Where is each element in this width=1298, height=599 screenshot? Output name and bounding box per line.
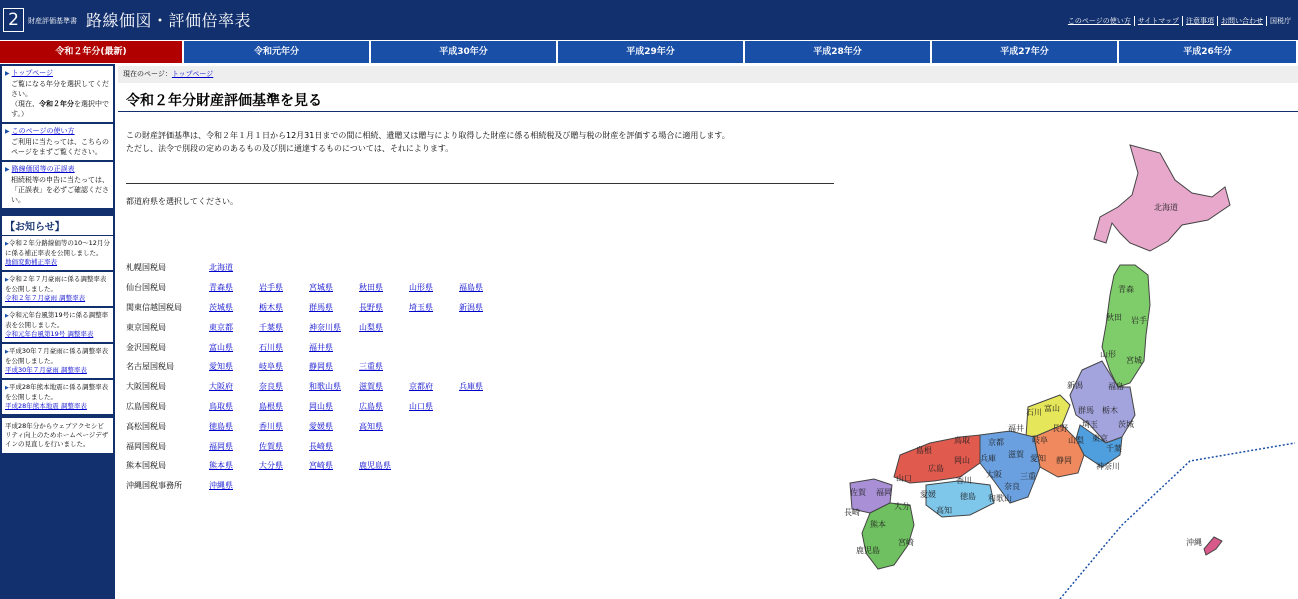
bureau-name: 名古屋国税局 [126, 362, 174, 372]
map-label-chiba[interactable]: 千葉 [1106, 444, 1122, 453]
prefecture-link[interactable]: 三重県 [359, 362, 383, 372]
header-link-nta[interactable]: 国税庁 [1270, 17, 1291, 25]
news-text: 平成28年熊本地震に係る調整率表を公開しました。 [5, 383, 109, 401]
bureau-row [126, 357, 509, 377]
map-region-hokkaido[interactable] [1094, 145, 1230, 251]
news-link[interactable]: 地価変動補正率表 [5, 258, 57, 266]
prefecture-link[interactable]: 新潟県 [459, 302, 483, 312]
map-label-fukushima[interactable]: 福島 [1108, 382, 1124, 391]
prefecture-link[interactable]: 兵庫県 [459, 382, 483, 392]
site-header [0, 0, 1298, 40]
bureau-row [126, 476, 509, 496]
bureau-row [126, 298, 509, 318]
bureau-row [126, 456, 509, 476]
triangle-icon: ▶ [5, 313, 9, 319]
triangle-icon: ▶ [5, 277, 9, 283]
prefecture-link[interactable]: 宮崎県 [309, 461, 333, 471]
prefecture-link[interactable]: 鳥取県 [209, 401, 233, 411]
sidebar-errata-box [2, 162, 113, 208]
news-text: 令和２年分路線価等の10～12月分に係る補正率表を公開しました。 [5, 239, 110, 257]
map-label-hokkaido[interactable]: 北海道 [1154, 203, 1178, 212]
prefecture-link[interactable]: 熊本県 [209, 461, 233, 471]
prefecture-link[interactable]: 千葉県 [259, 322, 283, 332]
breadcrumb-link-top[interactable]: トップページ [171, 70, 214, 78]
bureau-name: 熊本国税局 [126, 461, 166, 471]
prefecture-link[interactable]: 茨城県 [209, 302, 233, 312]
news-item [2, 308, 113, 344]
triangle-icon: ▶ [5, 70, 10, 77]
breadcrumb [118, 66, 1298, 83]
prefecture-link[interactable]: 静岡県 [309, 362, 333, 372]
prefecture-link[interactable]: 宮城県 [309, 283, 333, 293]
sidebar-howto-text: ご利用に当たっては、こちらのページをまずご覧ください。 [11, 138, 109, 156]
prefecture-link[interactable]: 鹿児島県 [359, 461, 391, 471]
map-label-shizuoka[interactable]: 静岡 [1056, 456, 1072, 465]
map-label-yamagata[interactable]: 山形 [1100, 350, 1116, 359]
breadcrumb-label: 現在のページ： [123, 70, 172, 78]
prefecture-link[interactable]: 奈良県 [259, 382, 283, 392]
sidebar [0, 64, 115, 599]
intro-text [126, 129, 836, 155]
map-label-nagano[interactable]: 長野 [1052, 424, 1068, 433]
bureau-name: 福岡国税局 [126, 441, 166, 451]
map-label-oita[interactable]: 大分 [894, 502, 910, 511]
sidebar-link-errata[interactable]: 路線価図等の正誤表 [11, 165, 75, 173]
news-link[interactable]: 平成28年熊本地震 調整率表 [5, 402, 87, 410]
tab-heisei28[interactable]: 平成28年分 [745, 41, 930, 63]
prefecture-link[interactable]: 長崎県 [309, 441, 333, 451]
news-text: 令和２年７月豪雨に係る調整率表を公開しました。 [5, 275, 107, 293]
sidebar-top-box [2, 66, 113, 122]
prefecture-link[interactable]: 福島県 [459, 283, 483, 293]
header-link-sitemap[interactable]: サイトマップ [1135, 16, 1183, 26]
bureau-row [126, 397, 509, 417]
bureau-name: 仙台国税局 [126, 283, 166, 293]
prefecture-link[interactable]: 佐賀県 [259, 441, 283, 451]
map-label-wakayama[interactable]: 和歌山 [988, 494, 1012, 503]
news-heading: 【お知らせ】 [2, 216, 113, 236]
map-label-yamaguchi[interactable]: 山口 [896, 474, 912, 483]
tab-reiwa1[interactable]: 令和元年分 [184, 41, 369, 63]
sidebar-footer-note: 平成28年分からウェブアクセシビリティ向上のためホームページデザインの見直しを行いました。 [2, 418, 113, 455]
prefecture-link[interactable]: 青森県 [209, 283, 233, 293]
prefecture-link[interactable]: 秋田県 [359, 283, 383, 293]
prefecture-link[interactable]: 栃木県 [259, 302, 283, 312]
bureau-row [126, 377, 509, 397]
map-label-okayama[interactable]: 岡山 [954, 456, 970, 465]
prefecture-link[interactable]: 滋賀県 [359, 382, 383, 392]
map-label-miyazaki[interactable]: 宮崎 [898, 538, 914, 547]
header-link-howto[interactable]: このページの使い方 [1065, 16, 1135, 26]
map-label-kumamoto[interactable]: 熊本 [870, 520, 886, 529]
news-item [2, 344, 113, 380]
sidebar-errata-text: 相続税等の申告に当たっては、「正誤表」を必ずご確認ください。 [11, 176, 109, 204]
news-item [2, 236, 113, 272]
map-label-hyogo[interactable]: 兵庫 [980, 454, 996, 463]
map-label-saitama[interactable]: 埼玉 [1082, 420, 1098, 429]
map-label-shimane[interactable]: 島根 [916, 446, 932, 455]
prefecture-link[interactable]: 長野県 [359, 302, 383, 312]
map-label-akita[interactable]: 秋田 [1106, 313, 1122, 322]
prefecture-link[interactable]: 福井県 [309, 342, 333, 352]
map-labels [844, 202, 1202, 555]
map-label-aomori[interactable]: 青森 [1118, 285, 1134, 294]
sidebar-link-top[interactable]: トップページ [11, 69, 53, 77]
map-region-tohoku[interactable] [1102, 265, 1150, 387]
map-label-niigata[interactable]: 新潟 [1067, 381, 1083, 390]
header-link-notes[interactable]: 注意事項 [1183, 16, 1218, 26]
prefecture-link[interactable]: 北海道 [209, 263, 233, 273]
map-label-iwate[interactable]: 岩手 [1131, 316, 1147, 325]
map-label-ibaraki[interactable]: 茨城 [1118, 420, 1134, 429]
map-label-mie[interactable]: 三重 [1020, 472, 1036, 481]
bureau-row [126, 258, 509, 278]
map-label-aichi[interactable]: 愛知 [1030, 454, 1046, 463]
news-text: 平成30年７月豪雨に係る調整率表を公開しました。 [5, 347, 109, 365]
prefecture-link[interactable]: 京都府 [409, 382, 433, 392]
map-label-nagasaki[interactable]: 長崎 [844, 508, 860, 517]
news-text: 令和元年台風第19号に係る調整率表を公開しました。 [5, 311, 109, 329]
prefecture-link[interactable]: 和歌山県 [309, 382, 341, 392]
map-label-fukuoka[interactable]: 福岡 [876, 488, 892, 497]
map-label-shiga[interactable]: 滋賀 [1008, 450, 1024, 459]
prefecture-link[interactable]: 山口県 [409, 401, 433, 411]
bureau-row [126, 337, 509, 357]
intro-line1: この財産評価基準は、令和２年１月１日から12月31日までの間に相続、遺贈又は贈与により取得した財産に係る相続税及び贈与税の財産を評価する場合に適用します。 [126, 131, 730, 140]
tab-heisei27[interactable]: 平成27年分 [932, 41, 1117, 63]
map-label-tokyo[interactable]: 東京 [1092, 434, 1108, 443]
prefecture-link[interactable]: 島根県 [259, 401, 283, 411]
prefecture-link[interactable]: 沖縄県 [209, 481, 233, 491]
map-label-toyama[interactable]: 富山 [1044, 404, 1060, 413]
tab-reiwa2[interactable]: 令和２年分(最新) [0, 41, 182, 63]
site-title[interactable]: 路線価図・評価倍率表 [86, 11, 252, 30]
prefecture-link[interactable]: 群馬県 [309, 302, 333, 312]
map-label-kagawa[interactable]: 香川 [956, 476, 972, 485]
prefecture-link[interactable]: 福岡県 [209, 441, 233, 451]
map-label-osaka[interactable]: 大阪 [986, 470, 1002, 479]
prefecture-link[interactable]: 高知県 [359, 421, 383, 431]
triangle-icon: ▶ [5, 349, 9, 355]
prefecture-link[interactable]: 山形県 [409, 283, 433, 293]
bureau-name: 広島国税局 [126, 401, 166, 411]
tab-heisei29[interactable]: 平成29年分 [558, 41, 743, 63]
logo-number[interactable]: 2 [3, 8, 24, 32]
bureau-name: 金沢国税局 [126, 342, 166, 352]
sidebar-top-text: ご覧になる年分を選択してください。 [11, 80, 109, 98]
map-label-kyoto[interactable]: 京都 [988, 438, 1004, 447]
year-tab-bar [0, 40, 1298, 64]
bureau-name: 札幌国税局 [126, 263, 166, 273]
map-label-gunma[interactable]: 群馬 [1078, 406, 1094, 415]
news-item [2, 272, 113, 308]
intro-line2: ただし、法令で別段の定めのあるもの及び別に通達するものについては、それによります。 [126, 144, 454, 153]
prefecture-link[interactable]: 広島県 [359, 401, 383, 411]
map-label-tochigi[interactable]: 栃木 [1102, 406, 1118, 415]
news-link[interactable]: 令和元年台風第19号 調整率表 [5, 330, 94, 338]
prefecture-link[interactable]: 徳島県 [209, 421, 233, 431]
map-label-hiroshima[interactable]: 広島 [928, 464, 944, 473]
prefecture-link[interactable]: 岐阜県 [259, 362, 283, 372]
bureau-row [126, 317, 509, 337]
map-label-kagoshima[interactable]: 鹿児島 [856, 546, 880, 555]
map-label-yamanashi[interactable]: 山梨 [1068, 436, 1084, 445]
bureau-name: 沖縄国税事務所 [126, 481, 182, 491]
prefecture-link[interactable]: 東京都 [209, 322, 233, 332]
prefecture-link[interactable]: 大阪府 [209, 382, 233, 392]
bureau-name: 関東信越国税局 [126, 302, 182, 312]
prefecture-link[interactable]: 神奈川県 [309, 322, 341, 332]
prefecture-link[interactable]: 大分県 [259, 461, 283, 471]
map-label-ishikawa[interactable]: 石川 [1026, 408, 1042, 417]
triangle-icon: ▶ [5, 241, 9, 247]
map-label-ehime[interactable]: 愛媛 [920, 490, 936, 499]
bureau-row [126, 278, 509, 298]
bureau-list [126, 258, 509, 496]
bureau-row [126, 416, 509, 436]
logo-subtitle: 財産評価基準書 [28, 17, 77, 25]
triangle-icon: ▶ [5, 128, 10, 135]
page-title: 令和２年分財産評価基準を見る [118, 88, 1298, 112]
select-prompt: 都道府県を選択してください。 [126, 197, 238, 206]
news-link[interactable]: 令和２年７月豪雨 調整率表 [5, 294, 86, 302]
map-label-okinawa[interactable]: 沖縄 [1186, 538, 1202, 547]
map-label-kanagawa[interactable]: 神奈川 [1096, 462, 1120, 471]
divider [126, 183, 834, 184]
prefecture-link[interactable]: 埼玉県 [409, 302, 433, 312]
prefecture-link[interactable]: 愛媛県 [309, 421, 333, 431]
japan-map [830, 125, 1298, 599]
prefecture-link[interactable]: 香川県 [259, 421, 283, 431]
news-link[interactable]: 平成30年７月豪雨 調整率表 [5, 366, 87, 374]
map-label-tokushima[interactable]: 徳島 [960, 492, 976, 501]
map-label-gifu[interactable]: 岐阜 [1032, 436, 1048, 445]
map-label-tottori[interactable]: 鳥取 [954, 436, 970, 445]
map-label-miyagi[interactable]: 宮城 [1126, 356, 1142, 365]
prefecture-link[interactable]: 岡山県 [309, 401, 333, 411]
news-item [2, 380, 113, 416]
prefecture-link[interactable]: 愛知県 [209, 362, 233, 372]
map-label-kochi[interactable]: 高知 [936, 506, 952, 515]
prefecture-link[interactable]: 山梨県 [359, 322, 383, 332]
header-links [1065, 16, 1294, 26]
triangle-icon: ▶ [5, 385, 9, 391]
map-label-saga[interactable]: 佐賀 [850, 488, 866, 497]
sidebar-top-current: （現在、令和２年分を選択中です。） [11, 100, 109, 118]
prefecture-link[interactable]: 石川県 [259, 342, 283, 352]
tab-heisei30[interactable]: 平成30年分 [371, 41, 556, 63]
header-link-contact[interactable]: お問い合わせ [1218, 16, 1267, 26]
map-region-okinawa[interactable] [1204, 537, 1222, 555]
bureau-name: 大阪国税局 [126, 382, 166, 392]
bureau-row [126, 436, 509, 456]
bureau-name: 東京国税局 [126, 322, 166, 332]
triangle-icon: ▶ [5, 166, 10, 173]
prefecture-link[interactable]: 富山県 [209, 342, 233, 352]
tab-heisei26[interactable]: 平成26年分 [1119, 41, 1296, 63]
map-region-kyushu[interactable] [862, 503, 914, 569]
map-label-fukui[interactable]: 福井 [1008, 424, 1024, 433]
prefecture-link[interactable]: 岩手県 [259, 283, 283, 293]
map-label-nara[interactable]: 奈良 [1004, 482, 1020, 491]
bureau-name: 高松国税局 [126, 421, 166, 431]
sidebar-link-howto[interactable]: このページの使い方 [11, 127, 75, 135]
sidebar-howto-box [2, 124, 113, 160]
